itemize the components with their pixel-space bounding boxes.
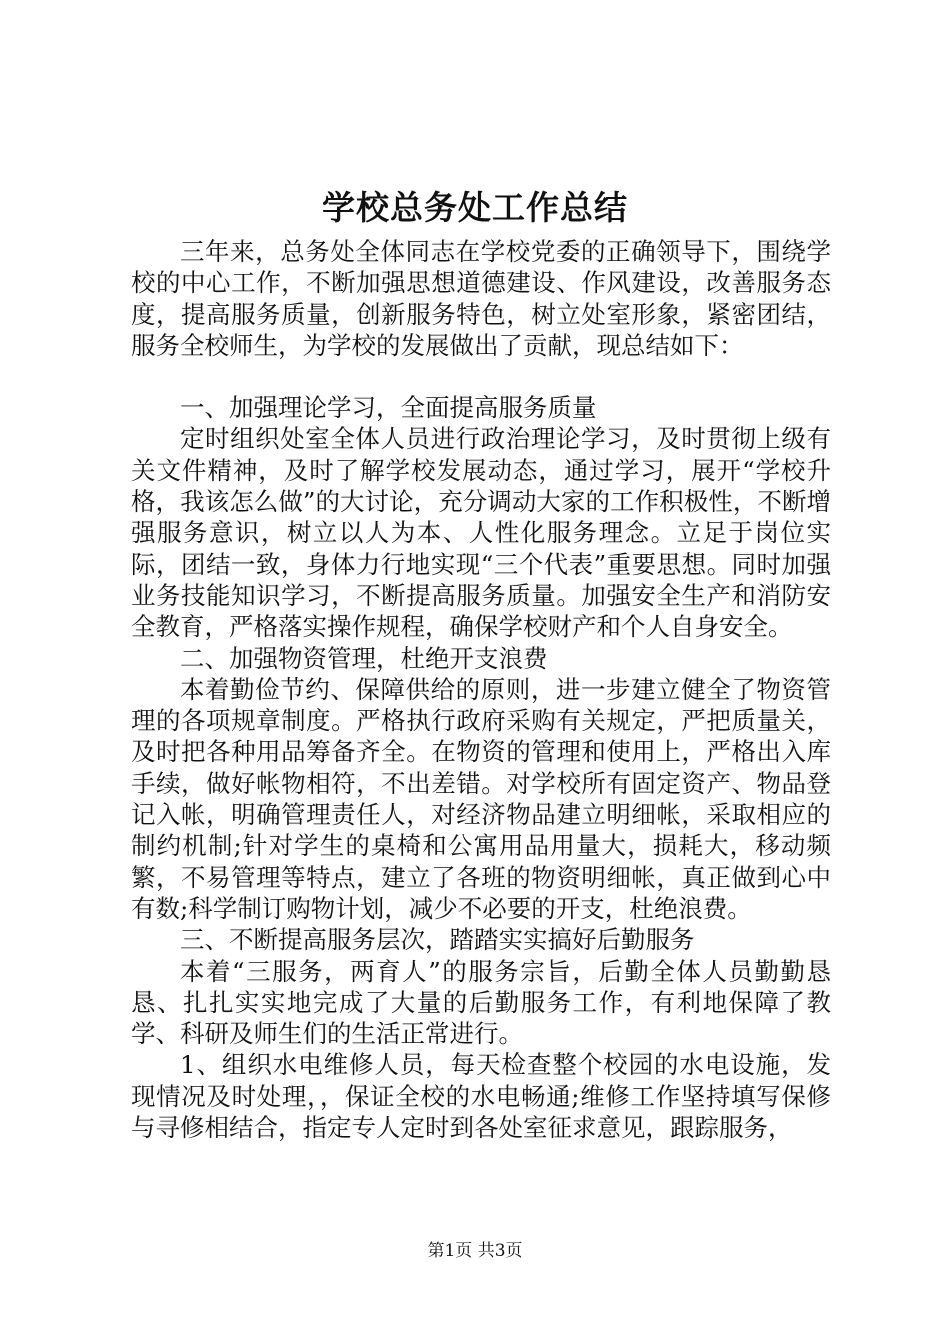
section-paragraph-3: 本着“三服务，两育人”的服务宗旨，后勤全体人员勤勤恳恳、扎扎实实地完成了大量的后勤服务工作，有利地保障了教学、科研及师生们的生活正常进行。 (131, 956, 831, 1049)
section-heading-2: 二、加强物资管理，杜绝开支浪费 (180, 643, 548, 673)
intro-paragraph: 三年来，总务处全体同志在学校党委的正确领导下，围绕学校的中心工作，不断加强思想道德建设、作风建设，改善服务态度，提高服务质量，创新服务特色，树立处室形象，紧密团结，服务全校师生，为学校的发展做出了贡献，现总结如下： (131, 237, 831, 360)
section-heading-1: 一、加强理论学习，全面提高服务质量 (180, 393, 597, 423)
document-body (131, 236, 831, 1143)
list-item-1: 1、组织水电维修人员，每天检查整个校园的水电设施，发现情况及时处理，，保证全校的水电畅通;维修工作坚持填写保修与寻修相结合，指定专人定时到各处室征求意见，跟踪服务， (131, 1050, 831, 1143)
document-title: 学校总务处工作总结 (322, 188, 628, 227)
section-paragraph-2: 本着勤俭节约、保障供给的原则，进一步建立健全了物资管理的各项规章制度。严格执行政府采购有关规定，严把质量关，及时把各种用品筹备齐全。在物资的管理和使用上，严格出入库手续，做好帐物相符，不出差错。对学校所有固定资产、物品登记入帐，明确管理责任人，对经济物品建立明细帐，采取相应的制约机制;针对学生的桌椅和公寓用品用量大，损耗大，移动频繁，不易管理等特点，建立了各班的物资明细帐，真正做到心中有数;科学制订购物计划，减少不必要的开支，杜绝浪费。 (131, 674, 831, 923)
page-footer: 第1页 共3页 (427, 1241, 523, 1261)
section-heading-3: 三、不断提高服务层次，踏踏实实搞好后勤服务 (180, 925, 695, 955)
section-paragraph-1: 定时组织处室全体人员进行政治理论学习，及时贯彻上级有关文件精神，及时了解学校发展动态，通过学习，展开“学校升格，我该怎么做”的大讨论，充分调动大家的工作积极性，不断增强服务意识，树立以人为本、人性化服务理念。立足于岗位实际，团结一致，身体力行地实现“三个代表”重要思想。同时加强业务技能知识学习，不断提高服务质量。加强安全生产和消防安全教育，严格落实操作规程，确保学校财产和个人自身安全。 (131, 424, 831, 642)
